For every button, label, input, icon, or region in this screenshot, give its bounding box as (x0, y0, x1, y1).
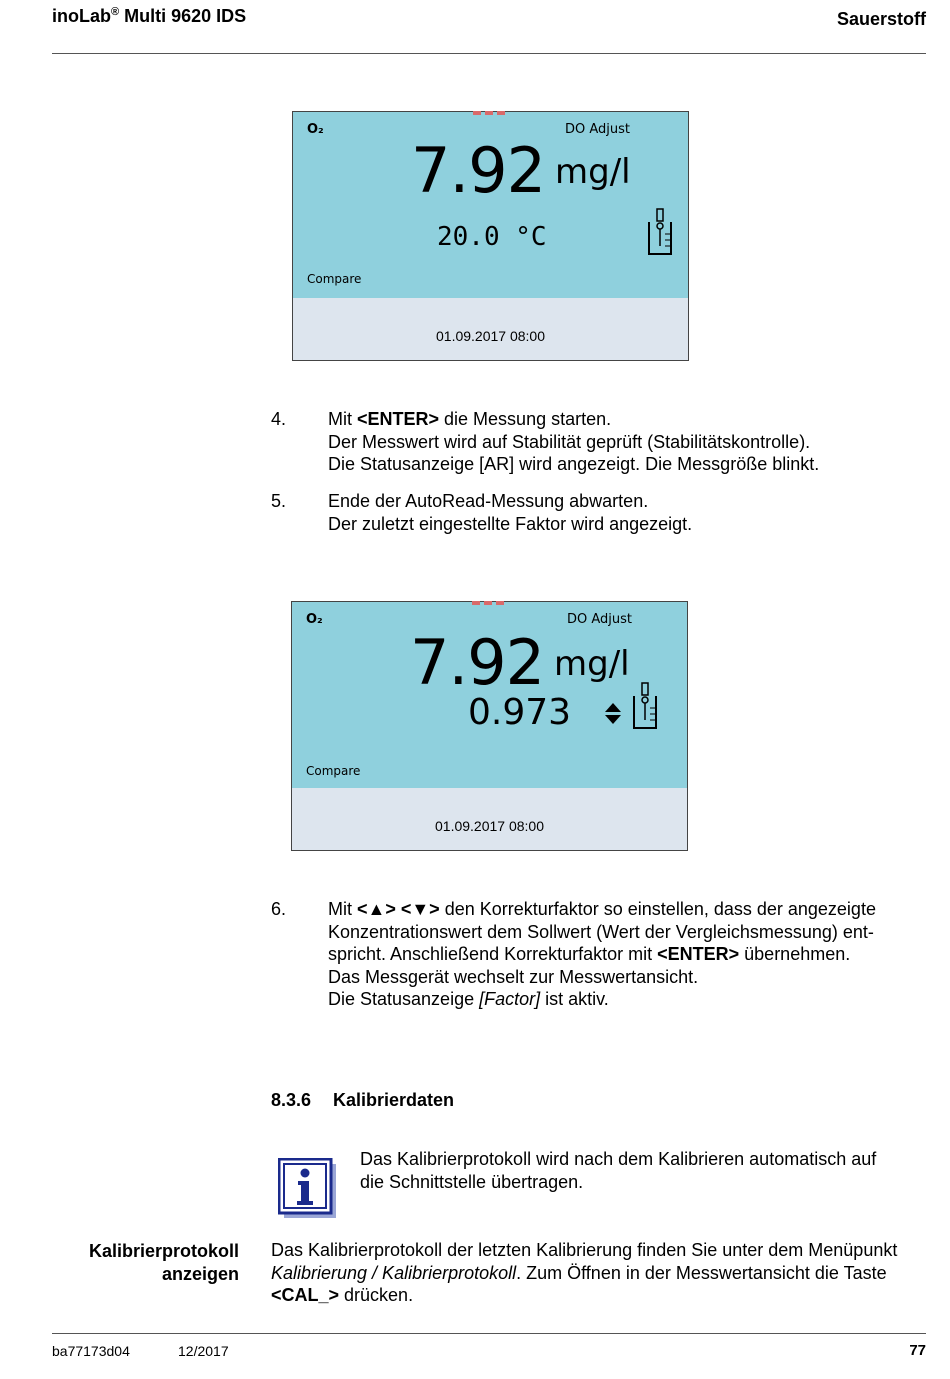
display-screenshot-1 (292, 111, 689, 361)
enter-key: <ENTER> (357, 409, 440, 429)
header-product: inoLab® Multi 9620 IDS (52, 6, 247, 26)
header-section: Sauerstoff (836, 9, 926, 29)
measured-value: 7.92 (411, 134, 546, 207)
parameter-label: O₂ (306, 612, 323, 627)
lcd-area (292, 602, 687, 788)
header-rule (52, 53, 926, 54)
up-key: <▲> (357, 899, 396, 919)
step-number: 6. (271, 899, 287, 919)
footer-date: 12/2017 (178, 1343, 229, 1359)
mode-label: DO Adjust (567, 612, 633, 627)
correction-factor-value: 0.973 (468, 692, 572, 733)
compare-softkey-label: Compare (307, 272, 362, 286)
up-down-arrows-icon (604, 702, 622, 726)
page-number: 77 (909, 1342, 926, 1359)
enter-key: <ENTER> (657, 944, 740, 964)
compare-softkey-label: Compare (306, 764, 361, 778)
measured-unit: mg/l (555, 152, 631, 192)
beaker-sensor-icon (645, 208, 675, 258)
status-indicator (473, 111, 509, 115)
parameter-label: O₂ (307, 122, 324, 137)
measured-value: 7.92 (410, 626, 545, 699)
calibration-record-paragraph: Das Kalibrierprotokoll der letzten Kalibrierung finden Sie unter dem Menüpunkt Kalibrierung / Kalibrierprotokoll. Zum Öffnen in der Messwertansicht die Taste <CAL_> drücken. (271, 1240, 898, 1305)
down-key: <▼> (400, 899, 440, 919)
section-heading: 8.3.6 Kalibrierdaten (271, 1090, 455, 1110)
cal-key: <CAL_> (271, 1285, 340, 1305)
datetime: 01.09.2017 08:00 (435, 818, 544, 834)
status-indicator (472, 601, 508, 605)
info-note: Das Kalibrierprotokoll wird nach dem Kalibrieren automatisch auf die Schnittstelle übertragen. (360, 1149, 877, 1192)
temperature-value: 20.0 °C (437, 222, 547, 252)
footer-doc-id: ba77173d04 (52, 1343, 130, 1359)
beaker-sensor-icon (630, 682, 660, 732)
mode-label: DO Adjust (565, 122, 631, 137)
footer-rule (52, 1333, 926, 1334)
display-screenshot-2 (291, 601, 688, 851)
measured-unit: mg/l (554, 644, 630, 684)
lcd-area (293, 112, 688, 298)
info-icon (278, 1158, 338, 1220)
step-number: 5. (271, 491, 287, 511)
step-number: 4. (271, 409, 287, 429)
datetime: 01.09.2017 08:00 (436, 328, 545, 344)
margin-label: Kalibrierprotokoll anzeigen (88, 1241, 239, 1284)
menu-path: Kalibrierung / Kalibrierprotokoll (271, 1262, 517, 1283)
factor-status: [Factor] (479, 989, 541, 1009)
